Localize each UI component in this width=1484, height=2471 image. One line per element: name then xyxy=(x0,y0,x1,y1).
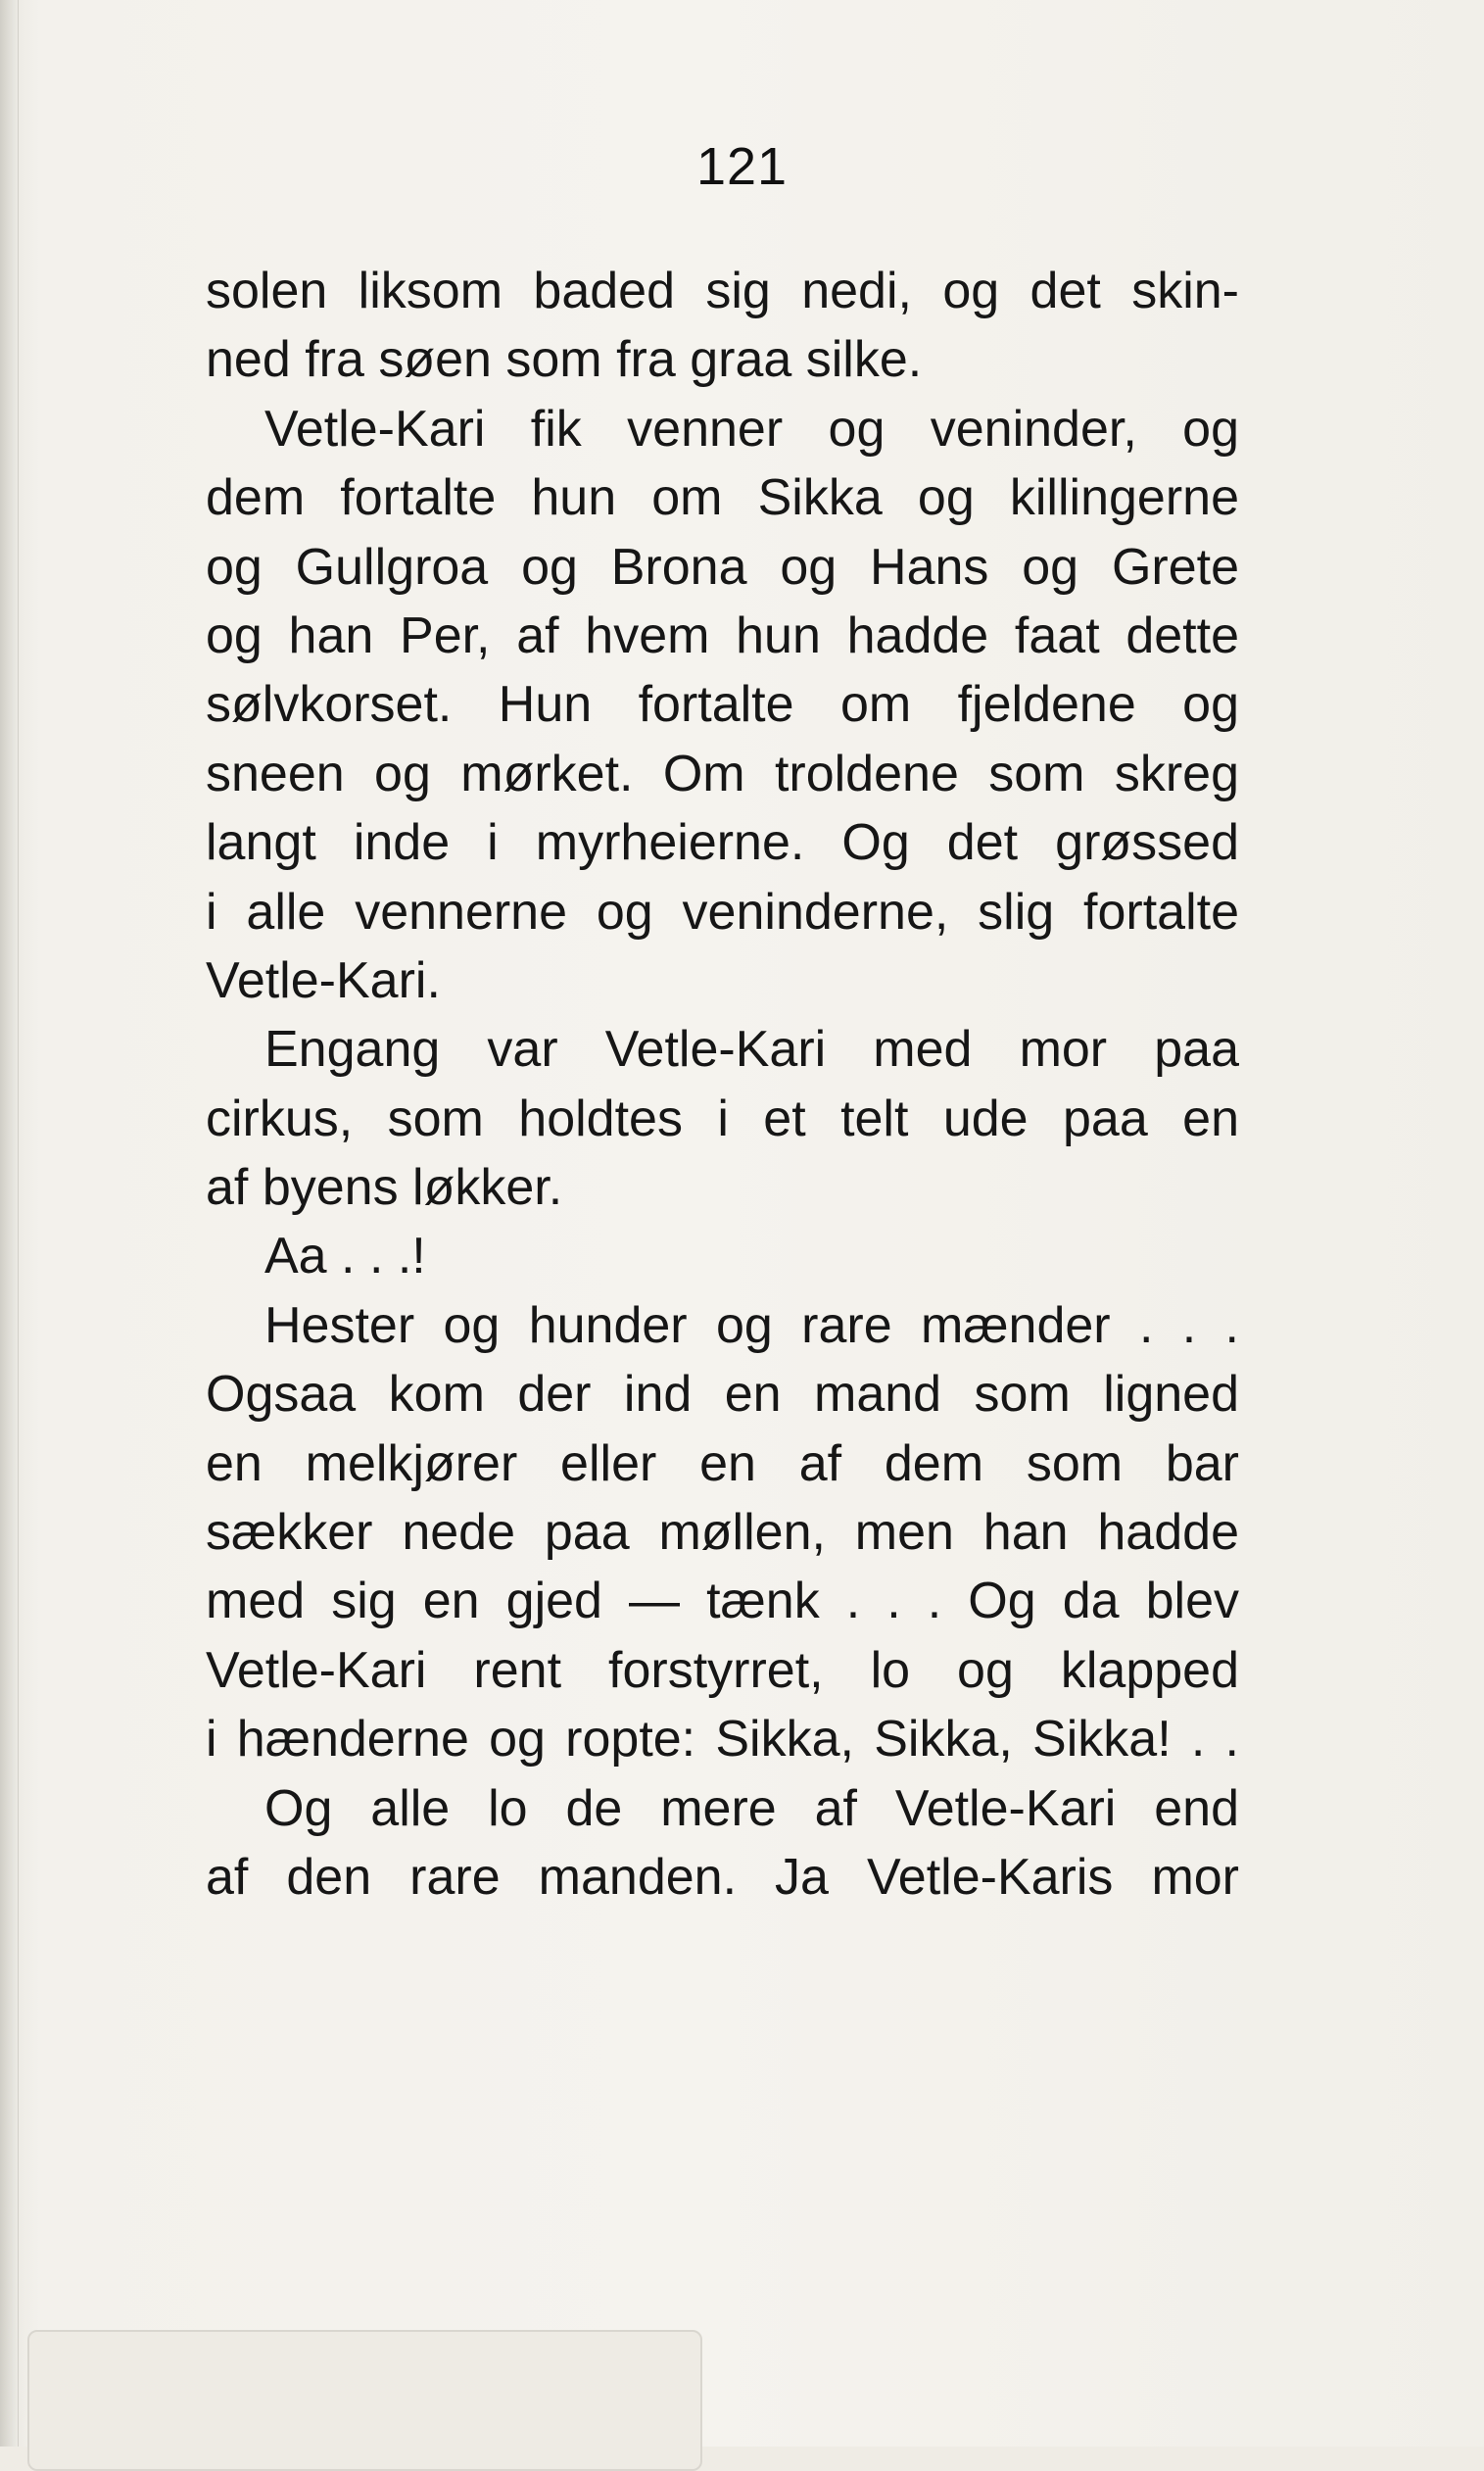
text-line: af byens løkker. xyxy=(206,1159,563,1217)
text-line: sækker nede paa møllen, men han hadde xyxy=(206,1504,1239,1562)
text-line: langt inde i myrheierne. Og det grøssed xyxy=(206,814,1239,872)
text-line: Aa . . .! xyxy=(264,1228,426,1285)
text-line: solen liksom baded sig nedi, og det skin- xyxy=(206,263,1239,319)
text-line: i alle vennerne og veninderne, slig fortalte xyxy=(206,883,1239,941)
text-line: cirkus, som holdtes i et telt ude paa en xyxy=(206,1090,1239,1147)
text-line: og han Per, af hvem hun hadde faat dette xyxy=(206,606,1239,664)
text-line: en melkjører eller en af dem som bar xyxy=(206,1434,1239,1492)
text-line: Vetle-Kari rent forstyrret, lo og klapped xyxy=(206,1641,1239,1699)
text-line: med sig en gjed — tænk . . . Og da blev xyxy=(206,1573,1239,1630)
text-line: i hænderne og ropte: Sikka, Sikka, Sikka! . . xyxy=(206,1711,1239,1768)
paper-tab xyxy=(27,2330,702,2471)
text-line: af den rare manden. Ja Vetle-Karis mor xyxy=(206,1848,1239,1906)
text-line: sølvkorset. Hun fortalte om fjeldene og xyxy=(206,676,1239,734)
text-line: Og alle lo de mere af Vetle-Kari end xyxy=(264,1779,1239,1837)
body-text xyxy=(206,257,1239,1912)
text-line: Vetle-Kari fik venner og veninder, og xyxy=(264,400,1239,458)
text-line: Ogsaa kom der ind en mand som ligned xyxy=(206,1366,1239,1424)
text-line: Hester og hunder og rare mænder . . . xyxy=(264,1296,1239,1354)
text-line: ned fra søen som fra graa silke. xyxy=(206,331,923,389)
page-binding-edge xyxy=(0,0,19,2447)
text-line: og Gullgroa og Brona og Hans og Grete xyxy=(206,538,1239,596)
text-line: Vetle-Kari. xyxy=(206,951,441,1009)
text-line: Engang var Vetle-Kari med mor paa xyxy=(264,1021,1239,1079)
page-number: 121 xyxy=(695,137,789,196)
text-line: sneen og mørket. Om troldene som skreg xyxy=(206,745,1239,802)
text-line: dem fortalte hun om Sikka og killingerne xyxy=(206,469,1239,527)
